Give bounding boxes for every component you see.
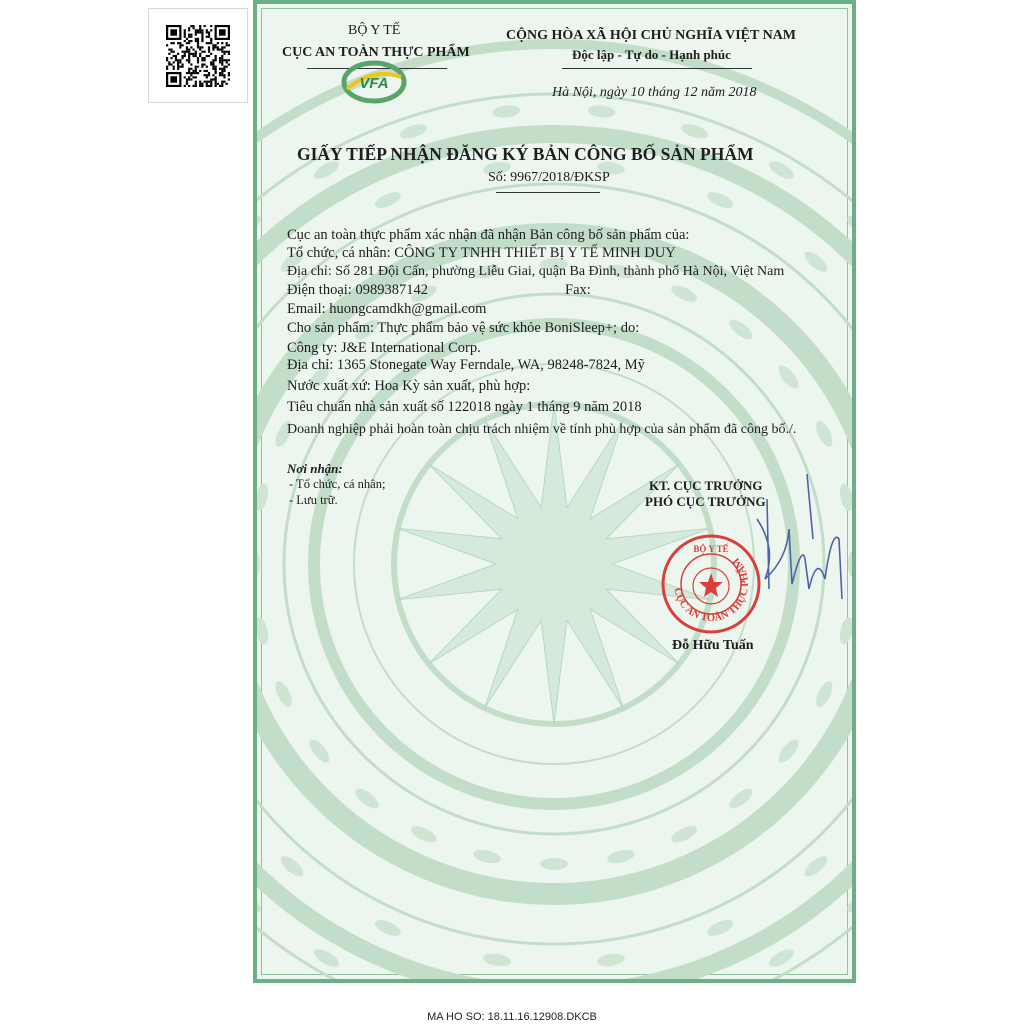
record-code-footer: MA HO SO: 18.11.16.12908.DKCB [427,1011,597,1023]
intro-line: Cục an toàn thực phẩm xác nhận đã nhận Bản công bố sản phẩm của: [287,227,690,243]
seal-ring-text: CỤC AN TOÀN THỰC PHẨM [671,555,752,625]
standard-line: Tiêu chuẩn nhà sản xuất số 122018 ngày 1 tháng 9 năm 2018 [287,399,642,415]
qr-code-box [148,8,248,103]
fax-line: Fax: [565,282,591,298]
national-motto: Độc lập - Tự do - Hạnh phúc [572,47,731,62]
signer-name: Đỗ Hữu Tuấn [672,638,754,653]
document-title: GIẤY TIẾP NHẬN ĐĂNG KÝ BẢN CÔNG BỐ SẢN PHẨM [297,144,754,164]
qr-code-icon [166,25,230,87]
origin-line: Nước xuất xứ: Hoa Kỳ sản xuất, phù hợp: [287,378,531,394]
organization-line: Tổ chức, cá nhân: CÔNG TY TNHH THIẾT BỊ Y TẾ MINH DUY [287,245,676,261]
vfa-logo-text: VFA [359,75,389,92]
place-date: Hà Nội, ngày 10 tháng 12 năm 2018 [552,85,757,100]
seal-top-text: BỘ Y TẾ [693,544,729,554]
signature-scribble [747,459,856,609]
product-line: Cho sản phẩm: Thực phẩm bảo vệ sức khỏe BoniSleep+; do: [287,320,640,336]
republic-name: CỘNG HÒA XÃ HỘI CHỦ NGHĨA VIỆT NAM [506,28,797,43]
recipient-item: - Lưu trữ. [289,493,338,507]
vfa-logo [339,59,409,105]
document-number: Số: 9967/2018/ĐKSP [488,170,610,185]
number-underline [496,192,600,193]
signer-role-1: KT. CỤC TRƯỞNG [649,478,763,493]
phone-line: Điện thoại: 0989387142 [287,282,428,298]
recipients-heading: Nơi nhận: [287,461,343,476]
responsibility-line: Doanh nghiệp phải hoàn toàn chịu trách nhiệm về tính phù hợp của sản phẩm đã công bố./. [287,422,797,437]
motto-underline [562,68,752,69]
address-line: Địa chỉ: Số 281 Đội Cấn, phường Liễu Giai, quận Ba Đình, thành phố Hà Nội, Việt Nam [287,264,785,279]
recipient-item: - Tổ chức, cá nhân; [289,477,386,491]
signer-role-2: PHÓ CỤC TRƯỞNG [645,494,766,509]
email-line: Email: huongcamdkh@gmail.com [287,301,487,317]
certificate [253,0,856,983]
company-address-line: Địa chỉ: 1365 Stonegate Way Ferndale, WA, 98248-7824, Mỹ [287,357,645,373]
agency-name: CỤC AN TOÀN THỰC PHẨM [282,45,470,60]
company-line: Công ty: J&E International Corp. [287,340,481,356]
ministry-name: BỘ Y TẾ [348,23,401,38]
